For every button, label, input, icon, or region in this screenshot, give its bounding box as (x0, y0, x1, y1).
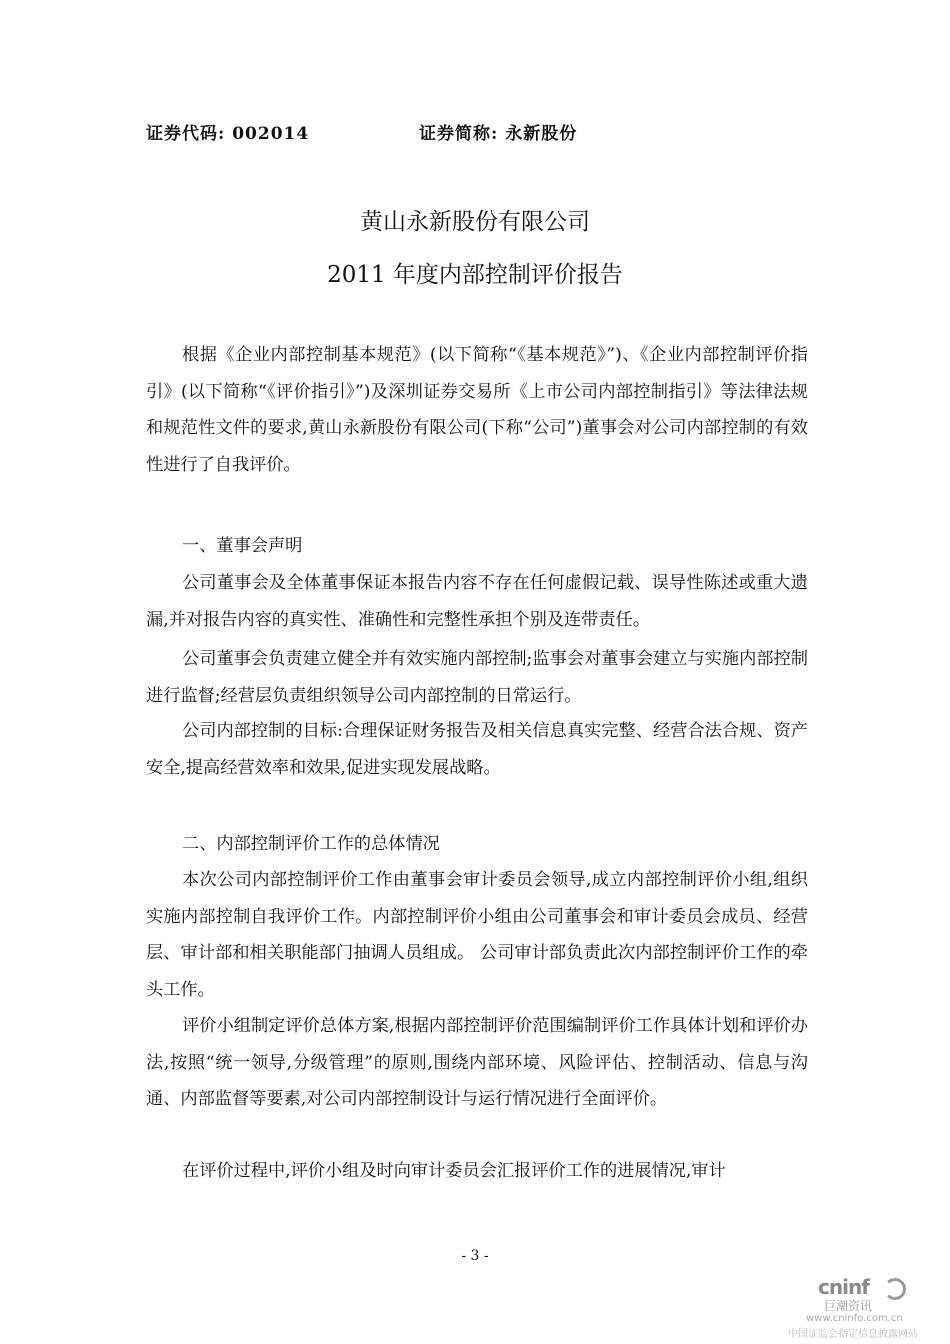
security-abbr-value: 永新股份 (505, 124, 578, 144)
section1-paragraph-1: 公司董事会及全体董事保证本报告内容不存在任何虚假记载、误导性陈述或重大遗漏,并对报告内容的真实性、准确性和完整性承担个别及连带责任。 (146, 573, 808, 630)
watermark-brand: cninf (818, 1275, 869, 1299)
intro-paragraph: 根据《企业内部控制基本规范》(以下简称“《基本规范》”)、《企业内部控制评价指引》(以下简称“《评价指引》”)及深圳证券交易所《上市公司内部控制指引》等法律法规和规范性文件的要求,黄山永新股份有限公司(下称“公司”)董事会对公司内部控制的有效性进行了自我评价。 (146, 345, 808, 475)
report-title: 2011 年度内部控制评价报告 (327, 262, 623, 288)
section1-paragraph-2: 公司董事会负责建立健全并有效实施内部控制;监事会对董事会建立与实施内部控制进行监督;经营层负责组织领导公司内部控制的日常运行。 (146, 649, 808, 706)
section2-heading: 二、内部控制评价工作的总体情况 (182, 834, 440, 854)
section1-heading: 一、董事会声明 (182, 536, 303, 556)
section2-paragraph-1: 本次公司内部控制评价工作由董事会审计委员会领导,成立内部控制评价小组,组织实施内部控制自我评价工作。内部控制评价小组由公司董事会和审计委员会成员、经营层、审计部和相关职能部门抽调人员组成。 公司审计部负责此次内部控制评价工作的牵头工作。 (146, 870, 808, 1000)
page-number: - 3 - (461, 1248, 489, 1264)
watermark-tagline: 中国证监会指定信息披露网站 (788, 1329, 918, 1340)
security-abbr-label: 证券简称: (419, 124, 499, 144)
watermark-brand-cn: 巨潮资讯 (824, 1299, 873, 1313)
cninfo-watermark (788, 1275, 920, 1340)
security-code-value: 002014 (232, 124, 310, 144)
section2-paragraph-2: 评价小组制定评价总体方案,根据内部控制评价范围编制评价工作具体计划和评价办法,按照“统一领导,分级管理”的原则,围绕内部环境、风险评估、控制活动、信息与沟通、内部监督等要素,对公司内部控制设计与运行情况进行全面评价。 (146, 1016, 808, 1109)
company-title: 黄山永新股份有限公司 (360, 209, 590, 235)
section2-paragraph-3: 在评价过程中,评价小组及时向审计委员会汇报评价工作的进展情况,审计 (182, 1161, 726, 1181)
cninf-swirl-logo-icon (884, 1278, 906, 1300)
watermark-url: www.cninfo.com.cn (806, 1313, 903, 1324)
section1-paragraph-3: 公司内部控制的目标:合理保证财务报告及相关信息真实完整、经营合法合规、资产安全,提高经营效率和效果,促进实现发展战略。 (146, 721, 808, 778)
security-code-label: 证券代码: (146, 124, 226, 144)
security-header (146, 119, 577, 144)
